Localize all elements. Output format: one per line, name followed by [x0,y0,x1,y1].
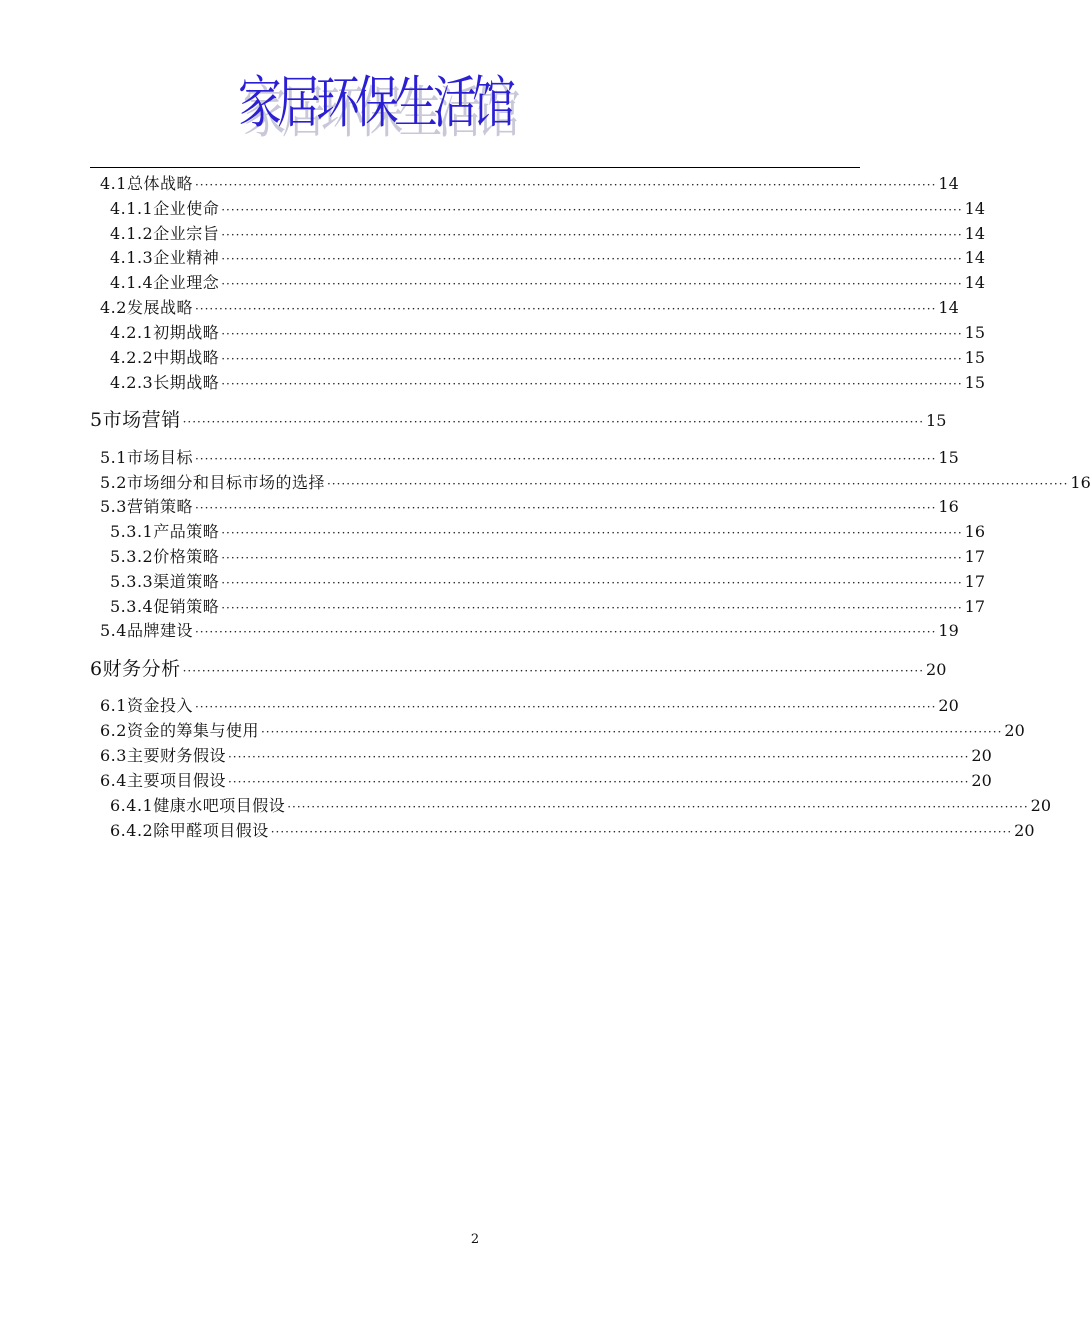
toc-entry-page: 17 [964,597,986,616]
toc-entry-4-1-1[interactable] [110,199,986,220]
toc-leader: ·························································································································································· [221,203,963,217]
toc-entry-page: 19 [938,621,959,640]
toc-entry-label: 5.4品牌建设 [100,621,193,640]
toc-entry-label: 4.1.2企业宗旨 [110,224,220,243]
toc-entry-page: 14 [964,224,986,243]
toc-entry-6-4-2[interactable] [110,821,1035,842]
toc-entry-page: 20 [926,660,947,679]
toc-entry-page: 14 [964,273,986,292]
toc-leader: ·························································································································································· [221,228,963,242]
toc-leader: ·························································································································································· [221,327,963,341]
toc-entry-4-2[interactable] [100,298,959,319]
toc-entry-label: 4.2.2中期战略 [110,348,220,367]
toc-leader: ·························································································································································· [287,800,1029,814]
toc-entry-6[interactable] [90,658,947,681]
toc-entry-4-2-1[interactable] [110,323,986,344]
toc-entry-label: 5.2市场细分和目标市场的选择 [100,473,325,492]
toc-entry-label: 4.2.3长期战略 [110,373,220,392]
toc-entry-page: 20 [1004,721,1025,740]
toc-leader: ·························································································································································· [221,377,963,391]
toc-entry-page: 20 [938,696,959,715]
toc-entry-page: 20 [1014,821,1035,840]
toc-entry-label: 5市场营销 [90,409,181,431]
header-title: 家居环保生活馆 [238,71,511,136]
toc-entry-label: 5.3.2价格策略 [110,547,220,566]
toc-entry-page: 14 [938,298,959,317]
toc-entry-page: 16 [938,497,959,516]
toc-entry-page: 14 [938,174,959,193]
toc-leader: ·························································································································································· [221,277,963,291]
toc-entry-4-1-3[interactable] [110,248,986,269]
page-number: 2 [470,1232,480,1247]
toc-leader: ·························································································································································· [221,576,963,590]
toc-entry-label: 5.3.1产品策略 [110,522,220,541]
toc-entry-4-2-2[interactable] [110,348,986,369]
toc-entry-label: 4.1.3企业精神 [110,248,220,267]
toc-entry-label: 6.1资金投入 [100,696,193,715]
toc-entry-label: 5.3营销策略 [100,497,193,516]
toc-leader: ·························································································································································· [326,477,1069,491]
toc-entry-label: 5.3.3渠道策略 [110,572,220,591]
toc-entry-5-3-2[interactable] [110,547,986,568]
toc-entry-label: 6.3主要财务假设 [100,746,226,765]
toc-entry-label: 5.3.4促销策略 [110,597,220,616]
toc-leader: ·························································································································································· [260,725,1003,739]
toc-leader: ·························································································································································· [182,415,925,429]
toc-leader: ·························································································································································· [221,526,963,540]
toc-entry-label: 6.4主要项目假设 [100,771,226,790]
toc-entry-5-3-3[interactable] [110,572,986,593]
toc-entry-4-1-4[interactable] [110,273,986,294]
toc-entry-4-1[interactable] [100,174,959,195]
toc-leader: ·························································································································································· [194,302,937,316]
toc-entry-label: 4.1总体战略 [100,174,193,193]
toc-entry-page: 16 [964,522,986,541]
toc-entry-6-4-1[interactable] [110,796,1052,817]
toc-entry-page: 14 [964,199,986,218]
toc-leader: ·························································································································································· [194,700,937,714]
toc-entry-label: 4.2发展战略 [100,298,193,317]
toc-leader: ·························································································································································· [221,252,963,266]
toc-entry-6-4[interactable] [100,771,992,792]
toc-entry-page: 14 [964,248,986,267]
toc-entry-6-1[interactable] [100,696,959,717]
toc-entry-page: 15 [938,448,959,467]
toc-entry-4-2-3[interactable] [110,373,986,394]
toc-entry-5-3-4[interactable] [110,597,986,618]
toc-entry-page: 15 [964,323,986,342]
toc-entry-5-3-1[interactable] [110,522,986,543]
toc-entry-6-2[interactable] [100,721,1025,742]
toc-entry-label: 6.4.2除甲醛项目假设 [110,821,269,840]
toc-entry-label: 6.2资金的筹集与使用 [100,721,259,740]
toc-entry-label: 4.2.1初期战略 [110,323,220,342]
header-rule [90,167,860,168]
toc-entry-page: 15 [964,348,986,367]
toc-entry-label: 4.1.4企业理念 [110,273,220,292]
toc-entry-page: 15 [964,373,986,392]
toc-leader: ·························································································································································· [194,178,937,192]
toc-entry-page: 20 [971,746,992,765]
toc-leader: ·························································································································································· [221,551,963,565]
toc-leader: ·························································································································································· [194,452,937,466]
toc-entry-page: 17 [964,572,986,591]
toc-entry-5-1[interactable] [100,448,959,469]
toc-entry-5-3[interactable] [100,497,959,518]
toc-leader: ·························································································································································· [182,664,925,678]
toc-entry-4-1-2[interactable] [110,224,986,245]
toc-entry-label: 6.4.1健康水吧项目假设 [110,796,286,815]
toc-entry-page: 17 [964,547,986,566]
toc-entry-5-2[interactable] [100,473,1091,494]
toc-entry-page: 15 [926,411,947,430]
toc-leader: ·························································································································································· [194,501,937,515]
toc-entry-5[interactable] [90,409,947,432]
toc-leader: ·························································································································································· [270,825,1013,839]
toc-leader: ·························································································································································· [221,352,963,366]
toc-leader: ·························································································································································· [194,625,937,639]
toc-entry-5-4[interactable] [100,621,959,642]
toc-leader: ·························································································································································· [221,601,963,615]
toc-leader: ·························································································································································· [227,775,970,789]
toc-leader: ·························································································································································· [227,750,970,764]
toc-entry-page: 16 [1070,473,1091,492]
toc-entry-page: 20 [1030,796,1052,815]
toc-entry-6-3[interactable] [100,746,992,767]
toc-entry-label: 5.1市场目标 [100,448,193,467]
toc-entry-label: 6财务分析 [90,658,181,680]
toc-entry-label: 4.1.1企业使命 [110,199,220,218]
toc-entry-page: 20 [971,771,992,790]
